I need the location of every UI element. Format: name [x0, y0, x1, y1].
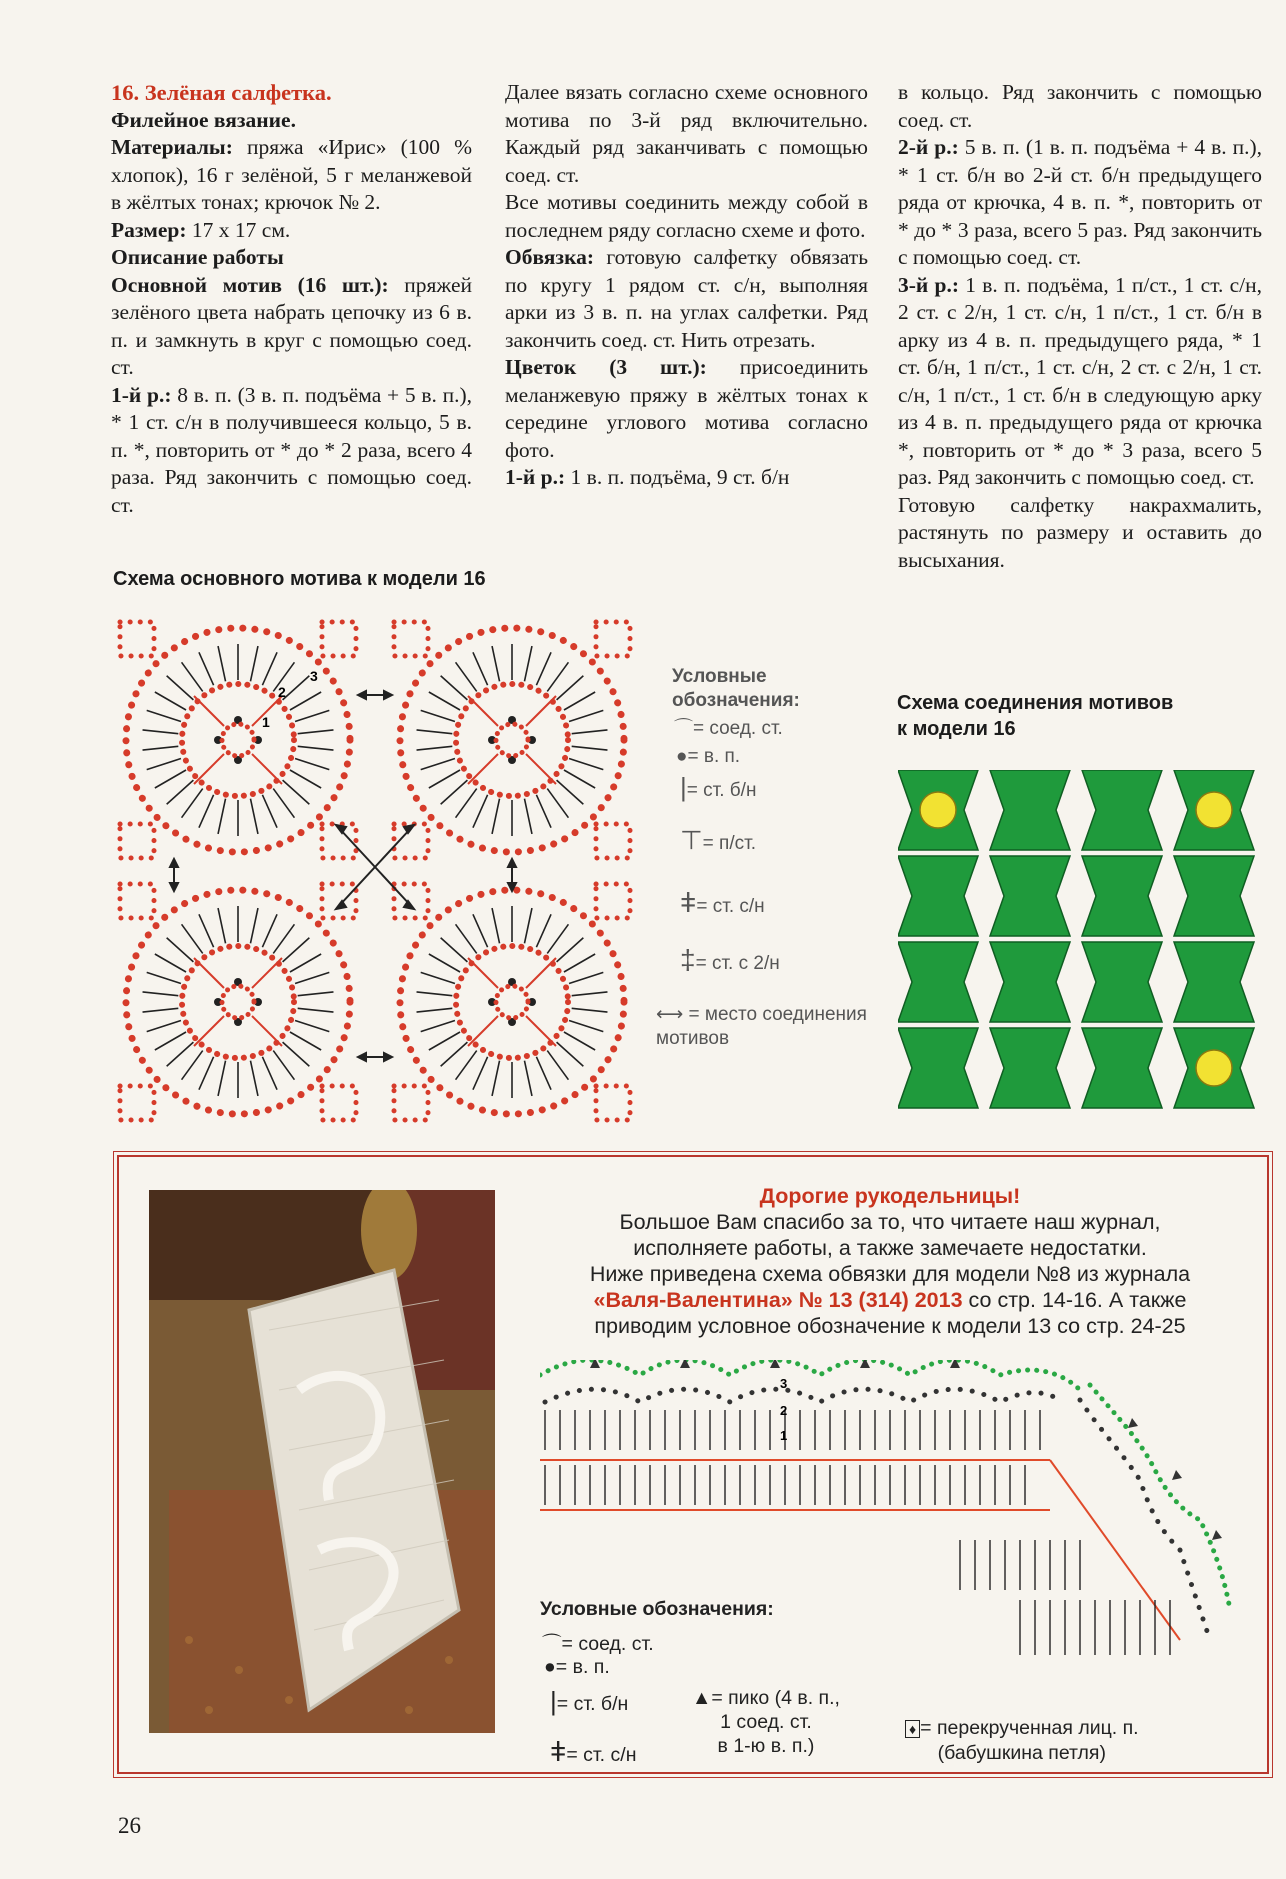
join-arrow-icon: ⟷: [656, 1004, 684, 1025]
materials-text: пряжа «Ирис» (100 % хлопок), 16 г зелёной, 5 г меланжевой в жёлтых тонах; крючок № 2.: [111, 135, 472, 214]
row1-label: 1-й р.:: [111, 382, 172, 407]
legend-edging-slip: [542, 1628, 654, 1656]
picot-icon: ▲: [692, 1687, 712, 1709]
legend-sc-label: = ст. б/н: [686, 780, 757, 801]
legend-hdc-item: [680, 825, 756, 856]
legend-edging-picot: [692, 1686, 840, 1758]
edging-row-1: 1: [780, 1428, 788, 1443]
slip-stitch-icon: ⌒: [674, 718, 694, 739]
flower-marker: [1196, 792, 1232, 828]
motif-join-diagram: [898, 770, 1260, 1112]
final-paragraph: Готовую салфетку накрахмалить, растянуть по размеру и оставить до высыхания.: [898, 492, 1262, 572]
col2-p1: Далее вязать согласно схеме основного мотива по 3-й ряд включительно. Каждый ряд заканчивать с помощью соед. ст.: [505, 80, 868, 187]
half-double-crochet-icon: ⊤: [680, 825, 703, 855]
legend-dc-label: = ст. с/н: [696, 896, 765, 917]
flower-row1-label: 1-й р.:: [505, 465, 566, 489]
magazine-reference: «Валя-Валентина» № 13 (314) 2013: [593, 1288, 963, 1312]
description-heading: Описание работы: [111, 245, 284, 269]
legend-dc-item: [680, 887, 765, 919]
notice-line3: Ниже приведена схема обвязки для модели №8 из журнала: [589, 1262, 1191, 1286]
doily-photo: [149, 1190, 495, 1733]
legend-join-item: [656, 1003, 876, 1051]
row2-label: 2-й р.:: [898, 135, 959, 159]
size-paragraph: [111, 217, 472, 245]
legend-tr-item: [680, 944, 780, 976]
column-1: [111, 79, 472, 519]
flower-text: присоединить меланжевую пряжу в жёлтых тонах к середине углового мотива согласно фото.: [505, 355, 868, 462]
legend-chain-item: [676, 745, 740, 769]
double-crochet-icon: ǂ: [550, 1736, 567, 1767]
notice-line2: исполняете работы, а также замечаете недостатки.: [633, 1236, 1147, 1260]
legend-edging-slip-label: = соед. ст.: [561, 1633, 654, 1655]
chain-stitch-icon: ●: [676, 746, 688, 767]
notice-line1: Большое Вам спасибо за то, что читаете наш журнал,: [619, 1210, 1161, 1234]
scheme-join-title-line1: Схема соединения мотивов: [897, 692, 1174, 714]
chain-stitch-icon: ●: [544, 1656, 556, 1678]
legend-edging-dc: [550, 1736, 636, 1768]
legend-edging: [540, 1598, 1260, 1773]
notice-text: [520, 1183, 1260, 1339]
twisted-stitch-icon: ♦: [905, 1720, 920, 1738]
row2-paragraph: [898, 134, 1262, 272]
row3-paragraph: [898, 272, 1262, 492]
legend-slip-item: [674, 717, 783, 741]
double-crochet-icon: ǂ: [680, 887, 697, 918]
size-text: 17 х 17 см.: [186, 217, 291, 242]
notice-line4-rest: со стр. 14-16. А также: [962, 1288, 1187, 1312]
edging-label: Обвязка:: [505, 245, 595, 269]
legend-main: [656, 665, 872, 1049]
legend-picot-line3: в 1-ю в. п.): [717, 1735, 815, 1757]
legend-twisted-line2: (бабушкина петля): [937, 1742, 1106, 1764]
legend-edging-dc-label: = ст. с/н: [566, 1744, 637, 1766]
notice-line5: приводим условное обозначение к модели 13 со стр. 24-25: [594, 1314, 1186, 1338]
flower-marker: [920, 792, 956, 828]
legend-picot-line2: 1 соед. ст.: [720, 1711, 812, 1733]
edging-row-2: 2: [780, 1403, 788, 1418]
row2-text: 5 в. п. (1 в. п. подъёма + 4 в. п.), * 1 ст. б/н во 2-й ст. б/н предыдущего ряда от крючка, 4 в. п. *, повторить от * до * 3 раза, всего 5 раз. Ряд закончить с помощью соед. ст.: [898, 135, 1262, 269]
row-number-2: 2: [278, 684, 286, 700]
legend-main-title: Условные обозначения:: [672, 666, 800, 711]
edging-text: готовую салфетку обвязать по кругу 1 рядом ст. с/н, выполняя арки из 3 в. п. на углах салфетки. Ряд закончить соед. ст. Нить отрезать.: [505, 245, 868, 352]
notice-heading: Дорогие рукодельницы!: [759, 1184, 1021, 1208]
article-title: 16. Зелёная салфетка.: [111, 80, 332, 105]
motif-label: Основной мотив (16 шт.):: [111, 272, 389, 297]
legend-edging-chain-label: = в. п.: [555, 1656, 610, 1678]
page-number: 26: [118, 1813, 141, 1838]
motif-scheme-diagram: [110, 615, 645, 1130]
edging-paragraph: [505, 244, 868, 354]
materials-paragraph: [111, 134, 472, 217]
flower-row1-paragraph: [505, 464, 868, 492]
flower-row1-text: 1 в. п. подъёма, 9 ст. б/н: [565, 465, 790, 489]
legend-twisted-line1: = перекрученная лиц. п.: [920, 1717, 1139, 1739]
row-number-1: 1: [262, 714, 270, 730]
row1-paragraph: [111, 382, 472, 520]
row3-label: 3-й р.:: [898, 272, 960, 297]
size-label: Размер:: [111, 217, 187, 242]
column-3: [898, 79, 1262, 574]
motif-text: пряжей зелёного цвета набрать цепочку из 6 в. п. и замкнуть в круг с помощью соед. ст.: [111, 272, 473, 379]
scheme-main-title: Схема основного мотива к модели 16: [113, 568, 486, 590]
legend-chain-label: = в. п.: [687, 746, 741, 767]
col3-p1: в кольцо. Ряд закончить с помощью соед. ст.: [898, 80, 1262, 132]
legend-sc-item: [680, 772, 757, 803]
scheme-join-title-line2: к модели 16: [897, 718, 1016, 740]
flower-label: Цветок (3 шт.):: [505, 355, 707, 379]
legend-picot-line1: = пико (4 в. п.,: [711, 1687, 840, 1709]
slip-stitch-icon: ⌒: [542, 1633, 562, 1655]
motif-paragraph: [111, 272, 472, 382]
legend-tr-label: = ст. с 2/н: [695, 953, 780, 974]
article-subtitle: Филейное вязание.: [111, 107, 296, 132]
single-crochet-icon: |: [680, 772, 687, 802]
row-number-3: 3: [310, 668, 318, 684]
notice-line4: [520, 1287, 1260, 1313]
row1-text: 8 в. п. (3 в. п. подъёма + 5 в. п.), * 1 ст. с/н в получившееся кольцо, 5 в. п. *, повторить от * до * 2 раза, всего 4 раза. Ряд закончить с помощью соед. ст.: [111, 382, 472, 517]
materials-label: Материалы:: [111, 135, 233, 159]
edging-row-3: 3: [780, 1376, 788, 1391]
single-crochet-icon: |: [550, 1686, 557, 1716]
legend-hdc-label: = п/ст.: [702, 833, 756, 854]
row3-text: 1 в. п. подъёма, 1 п/ст., 1 ст. с/н, 2 ст. с 2/н, 1 ст. с/н, 1 п/ст., 1 ст. б/н в арку из 4 в. п. предыдущего ряда, * 1 ст. б/н, 1 п/ст., 1 ст. с/н, 2 ст. с 2/н, 1 ст. с/н, 1 п/ст., 1 ст. б/н в следующую арку из 4 в. п. предыдущего ряда от крючка *, повторить от * до * 3 раза, всего 5 раз. Ряд закончить с помощью соед. ст.: [898, 272, 1262, 489]
legend-edging-sc: [550, 1686, 628, 1717]
scheme-join-title: [897, 690, 1173, 742]
legend-edging-twisted: [905, 1716, 1139, 1765]
legend-join-label: = место соединения мотивов: [656, 1004, 867, 1049]
legend-slip-label: = соед. ст.: [693, 718, 783, 739]
legend-edging-sc-label: = ст. б/н: [556, 1693, 629, 1715]
flower-paragraph: [505, 354, 868, 464]
flower-marker: [1196, 1050, 1232, 1086]
legend-edging-chain: [544, 1656, 610, 1679]
column-2: [505, 79, 868, 492]
legend-edging-title: Условные обозначения:: [540, 1598, 774, 1620]
col2-p2: Все мотивы соединить между собой в последнем ряду согласно схеме и фото.: [505, 190, 868, 242]
treble-crochet-icon: ‡: [680, 944, 696, 975]
